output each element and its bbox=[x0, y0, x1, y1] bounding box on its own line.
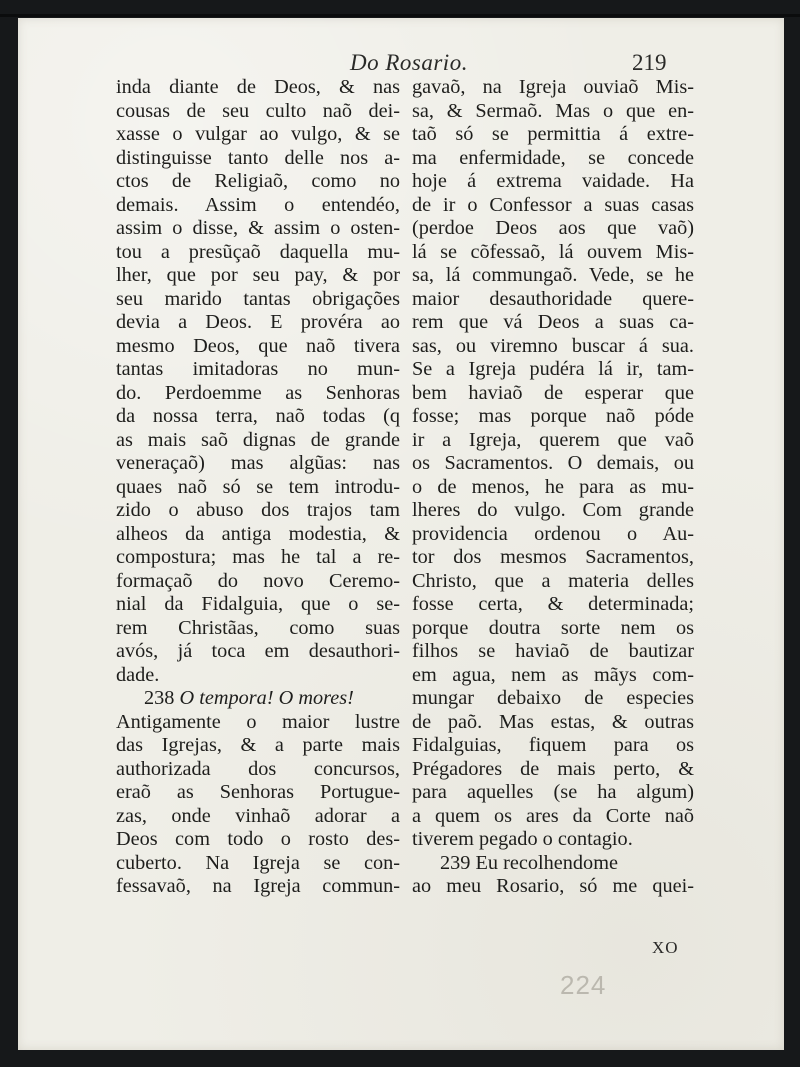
text-line: xasse o vulgar ao vulgo, & se bbox=[116, 123, 400, 145]
text-line: inda diante de Deos, & nas bbox=[116, 76, 400, 98]
text-line: o de menos, he para as mu- bbox=[412, 475, 694, 498]
running-title: Do Rosario. bbox=[350, 50, 468, 75]
text-line: porque doutra sorte nem os bbox=[412, 616, 694, 639]
text-line: cuberto. Na Igreja se con- bbox=[116, 851, 400, 874]
text-line: providencia ordenou o Au- bbox=[412, 522, 694, 545]
text-line: ao meu Rosario, só me quei- bbox=[412, 875, 694, 897]
text-line: gavaõ, na Igreja ouviaõ Mis- bbox=[412, 76, 694, 98]
text-line: eraõ as Senhoras Portugue- bbox=[116, 781, 400, 803]
text-line: sas, ou viremno buscar á sua. bbox=[412, 334, 694, 357]
text-line: formaçaõ do novo Ceremo- bbox=[116, 569, 400, 592]
text-line: Deos com todo o rosto des- bbox=[116, 828, 400, 850]
text-line: zas, onde vinhaõ adorar a bbox=[116, 804, 400, 827]
paragraph-number: 239 bbox=[440, 851, 471, 874]
text-line: bem haviaõ de esperar que bbox=[412, 381, 694, 404]
book-page bbox=[18, 18, 784, 1050]
latin-exclamation: O tempora! O mores! bbox=[179, 687, 354, 709]
text-line: ir a Igreja, querem que vaõ bbox=[412, 428, 694, 451]
text-line: distinguisse tanto delle nos a- bbox=[116, 146, 400, 169]
text-line: ma enfermidade, se concede bbox=[412, 146, 694, 169]
text-line: fosse; mas porque naõ póde bbox=[412, 405, 694, 427]
page-header bbox=[18, 48, 784, 78]
text-line: assim o disse, & assim o osten- bbox=[116, 217, 400, 239]
text-line: das Igrejas, & a parte mais bbox=[116, 734, 400, 756]
text-line: cousas de seu culto naõ dei- bbox=[116, 99, 400, 122]
text-line: mungar debaixo de especies bbox=[412, 687, 694, 709]
text-line: avós, já toca em desauthori- bbox=[116, 640, 400, 662]
text-line: tiverem pegado o contagio. bbox=[412, 828, 633, 850]
text-line: tou a presũçaõ daquella mu- bbox=[116, 240, 400, 263]
text-line: lá se cõfessaõ, lá ouvem Mis- bbox=[412, 240, 694, 263]
text-line: fosse certa, & determinada; bbox=[412, 593, 694, 615]
text-line: zido o abuso dos trajos tam bbox=[116, 499, 400, 521]
right-text-column bbox=[412, 76, 694, 899]
text-line: ctos de Religiaõ, como no bbox=[116, 170, 400, 192]
text-line: de paõ. Mas estas, & outras bbox=[412, 710, 694, 733]
text-line: alheos da antiga modestia, & bbox=[116, 522, 400, 545]
scan-frame-edge bbox=[0, 14, 800, 17]
text-line: os Sacramentos. O demais, ou bbox=[412, 452, 694, 474]
text-line: da nossa terra, naõ todas (q bbox=[116, 405, 400, 427]
text-line: filhos se haviaõ de bautizar bbox=[412, 640, 694, 662]
text-line: para aquelles (se ha algum) bbox=[412, 781, 694, 803]
text-line: Antigamente o maior lustre bbox=[116, 710, 400, 733]
text-line: (perdoe Deos aos que vaõ) bbox=[412, 217, 694, 239]
catchword: XO bbox=[652, 938, 679, 957]
text-line: Christo, que a materia delles bbox=[412, 569, 694, 592]
text-line: mesmo Deos, que naõ tivera bbox=[116, 334, 400, 357]
paragraph-238-start bbox=[116, 687, 400, 711]
text-line: fessavaõ, na Igreja commun- bbox=[116, 875, 400, 897]
text-line: authorizada dos concursos, bbox=[116, 757, 400, 780]
text-line: Prégadores de mais perto, & bbox=[412, 757, 694, 780]
text-line: dade. bbox=[116, 663, 160, 686]
text-line: demais. Assim o entendéo, bbox=[116, 193, 400, 216]
paragraph-239-start bbox=[412, 852, 694, 876]
text-line: devia a Deos. E provéra ao bbox=[116, 311, 400, 333]
text-line: lher, que por seu pay, & por bbox=[116, 264, 400, 286]
text-line: sa, lá commungaõ. Vede, se he bbox=[412, 264, 694, 286]
text-line: tantas imitadoras no mun- bbox=[116, 358, 400, 380]
text-line: de ir o Confessor a suas casas bbox=[412, 193, 694, 216]
text-line: rem que vá Deos a suas ca- bbox=[412, 311, 694, 333]
text-line: maior desauthoridade quere- bbox=[412, 287, 694, 310]
text-line: rem Christãas, como suas bbox=[116, 616, 400, 639]
text-line: veneraçaõ) mas algũas: nas bbox=[116, 452, 400, 474]
text-line: sa, & Sermaõ. Mas o que en- bbox=[412, 99, 694, 122]
page-number: 219 bbox=[632, 50, 667, 75]
paragraph-text: Eu recolhendome bbox=[475, 851, 618, 874]
text-line: lheres do vulgo. Com grande bbox=[412, 499, 694, 521]
text-line: taõ só se permittia á extre- bbox=[412, 123, 694, 145]
text-line: Fidalguias, fiquem para os bbox=[412, 734, 694, 756]
text-line: a quem os ares da Corte naõ bbox=[412, 804, 694, 827]
text-line: as mais saõ dignas de grande bbox=[116, 428, 400, 451]
paragraph-number: 238 bbox=[144, 687, 175, 709]
text-line: tor dos mesmos Sacramentos, bbox=[412, 546, 694, 568]
text-line: em agua, nem as mãys com- bbox=[412, 663, 694, 686]
text-line: Se a Igreja pudéra lá ir, tam- bbox=[412, 358, 694, 380]
left-text-column bbox=[116, 76, 400, 899]
text-line: do. Perdoemme as Senhoras bbox=[116, 381, 400, 404]
library-stamp: 224 bbox=[560, 970, 607, 1000]
text-line: hoje á extrema vaidade. Ha bbox=[412, 170, 694, 192]
text-line: seu marido tantas obrigações bbox=[116, 287, 400, 310]
text-line: quaes naõ só se tem introdu- bbox=[116, 475, 400, 498]
text-line: compostura; mas he tal a re- bbox=[116, 546, 400, 568]
text-line: nial da Fidalguia, que o se- bbox=[116, 593, 400, 615]
